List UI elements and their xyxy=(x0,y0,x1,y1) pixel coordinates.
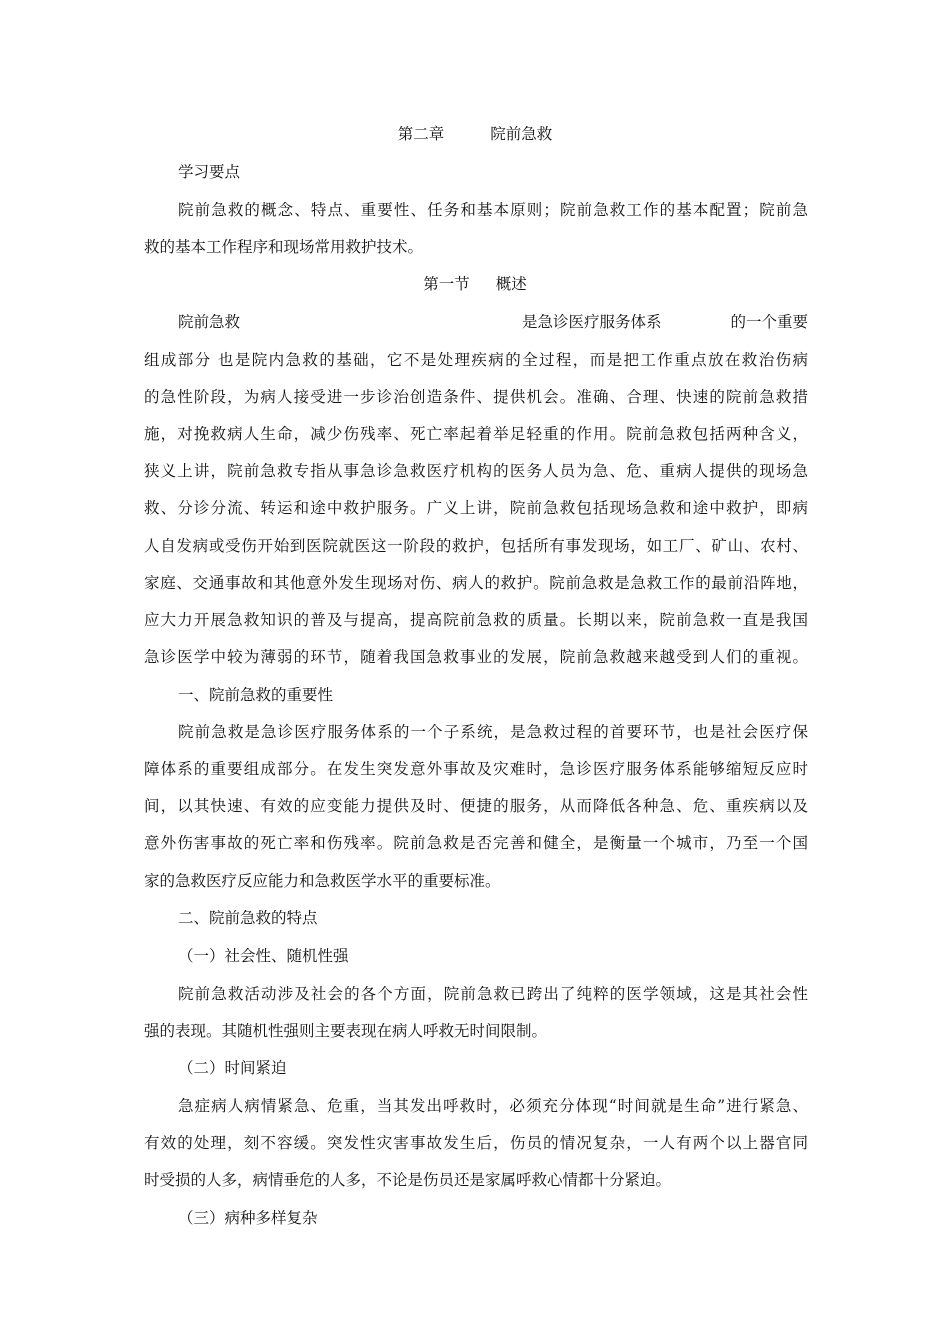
intro-term: 院前急救 xyxy=(178,313,241,331)
intro-ems: 是急诊医疗服务体系 xyxy=(522,313,662,331)
features-heading: 二、院前急救的特点 xyxy=(178,909,318,927)
importance-line: 间，以其快速、有效的应变能力提供及时、便捷的服务，从而降低各种急、危、重疾病以及 xyxy=(144,797,808,815)
study-points-line: 救的基本工作程序和现场常用救护技术。 xyxy=(144,238,424,256)
intro-line: 人自发病或受伤开始到医院就医这一阶段的救护，包括所有事发现场，如工厂、矿山、农村、 xyxy=(144,537,808,555)
intro-line: 施，对挽救病人生命，减少伤残率、死亡率起着举足轻重的作用。院前急救包括两种含义， xyxy=(144,425,808,443)
feature-2-heading: （二）时间紧迫 xyxy=(178,1059,287,1077)
feature-1-line: 院前急救活动涉及社会的各个方面，院前急救已跨出了纯粹的医学领域，这是其社会性 xyxy=(178,985,808,1003)
intro-line: 组成部分 也是院内急救的基础，它不是处理疾病的全过程，而是把工作重点放在救治伤病 xyxy=(144,351,808,369)
study-points-line: 院前急救的概念、特点、重要性、任务和基本原则；院前急救工作的基本配置；院前急 xyxy=(178,201,808,219)
section-title xyxy=(0,274,950,294)
importance-line: 院前急救是急诊医疗服务体系的一个子系统，是急救过程的首要环节，也是社会医疗保 xyxy=(178,723,808,741)
intro-line: 家庭、交通事故和其他意外发生现场对伤、病人的救护。院前急救是急救工作的最前沿阵地， xyxy=(144,574,808,592)
importance-line: 家的急救医疗反应能力和急救医学水平的重要标准。 xyxy=(144,872,501,890)
importance-line: 意外伤害事故的死亡率和伤残率。院前急救是否完善和健全，是衡量一个城市，乃至一个国 xyxy=(144,834,808,852)
feature-1-line: 强的表现。其随机性强则主要表现在病人呼救无时间限制。 xyxy=(144,1022,548,1040)
intro-line: 的急性阶段，为病人接受进一步诊治创造条件、提供机会。准确、合理、快速的院前急救措 xyxy=(144,388,808,406)
intro-line: 应大力开展急救知识的普及与提高，提高院前急救的质量。长期以来，院前急救一直是我国 xyxy=(144,611,808,629)
chapter-name: 院前急救 xyxy=(490,125,553,143)
feature-2-line: 急症病人病情紧急、危重，当其发出呼救时，必须充分体现“时间就是生命”进行紧急、 xyxy=(178,1097,808,1115)
feature-3-heading: （三）病种多样复杂 xyxy=(178,1209,318,1227)
intro-line: 救、分诊分流、转运和途中救护服务。广义上讲，院前急救包括现场急救和途中救护，即病 xyxy=(144,499,808,517)
intro-tail: 的一个重要 xyxy=(730,313,808,331)
chapter-title xyxy=(0,124,950,144)
section-number: 第一节 xyxy=(423,275,470,293)
feature-1-heading: （一）社会性、随机性强 xyxy=(178,947,349,965)
feature-2-line: 有效的处理，刻不容缓。突发性灾害事故发生后，伤员的情况复杂，一人有两个以上器官同 xyxy=(144,1134,808,1152)
feature-2-line: 时受损的人多，病情垂危的人多，不论是伤员还是家属呼救心情都十分紧迫。 xyxy=(144,1171,672,1189)
intro-line: 狭义上讲，院前急救专指从事急诊急救医疗机构的医务人员为急、危、重病人提供的现场急 xyxy=(144,462,808,480)
chapter-number: 第二章 xyxy=(397,125,445,143)
study-points-heading: 学习要点 xyxy=(178,163,241,181)
intro-line: 急诊医学中较为薄弱的环节，随着我国急救事业的发展，院前急救越来越受到人们的重视。 xyxy=(144,648,808,666)
section-name: 概述 xyxy=(495,275,527,293)
importance-heading: 一、院前急救的重要性 xyxy=(178,686,334,704)
importance-line: 障体系的重要组成部分。在发生突发意外事故及灾难时，急诊医疗服务体系能够缩短反应时 xyxy=(144,760,808,778)
